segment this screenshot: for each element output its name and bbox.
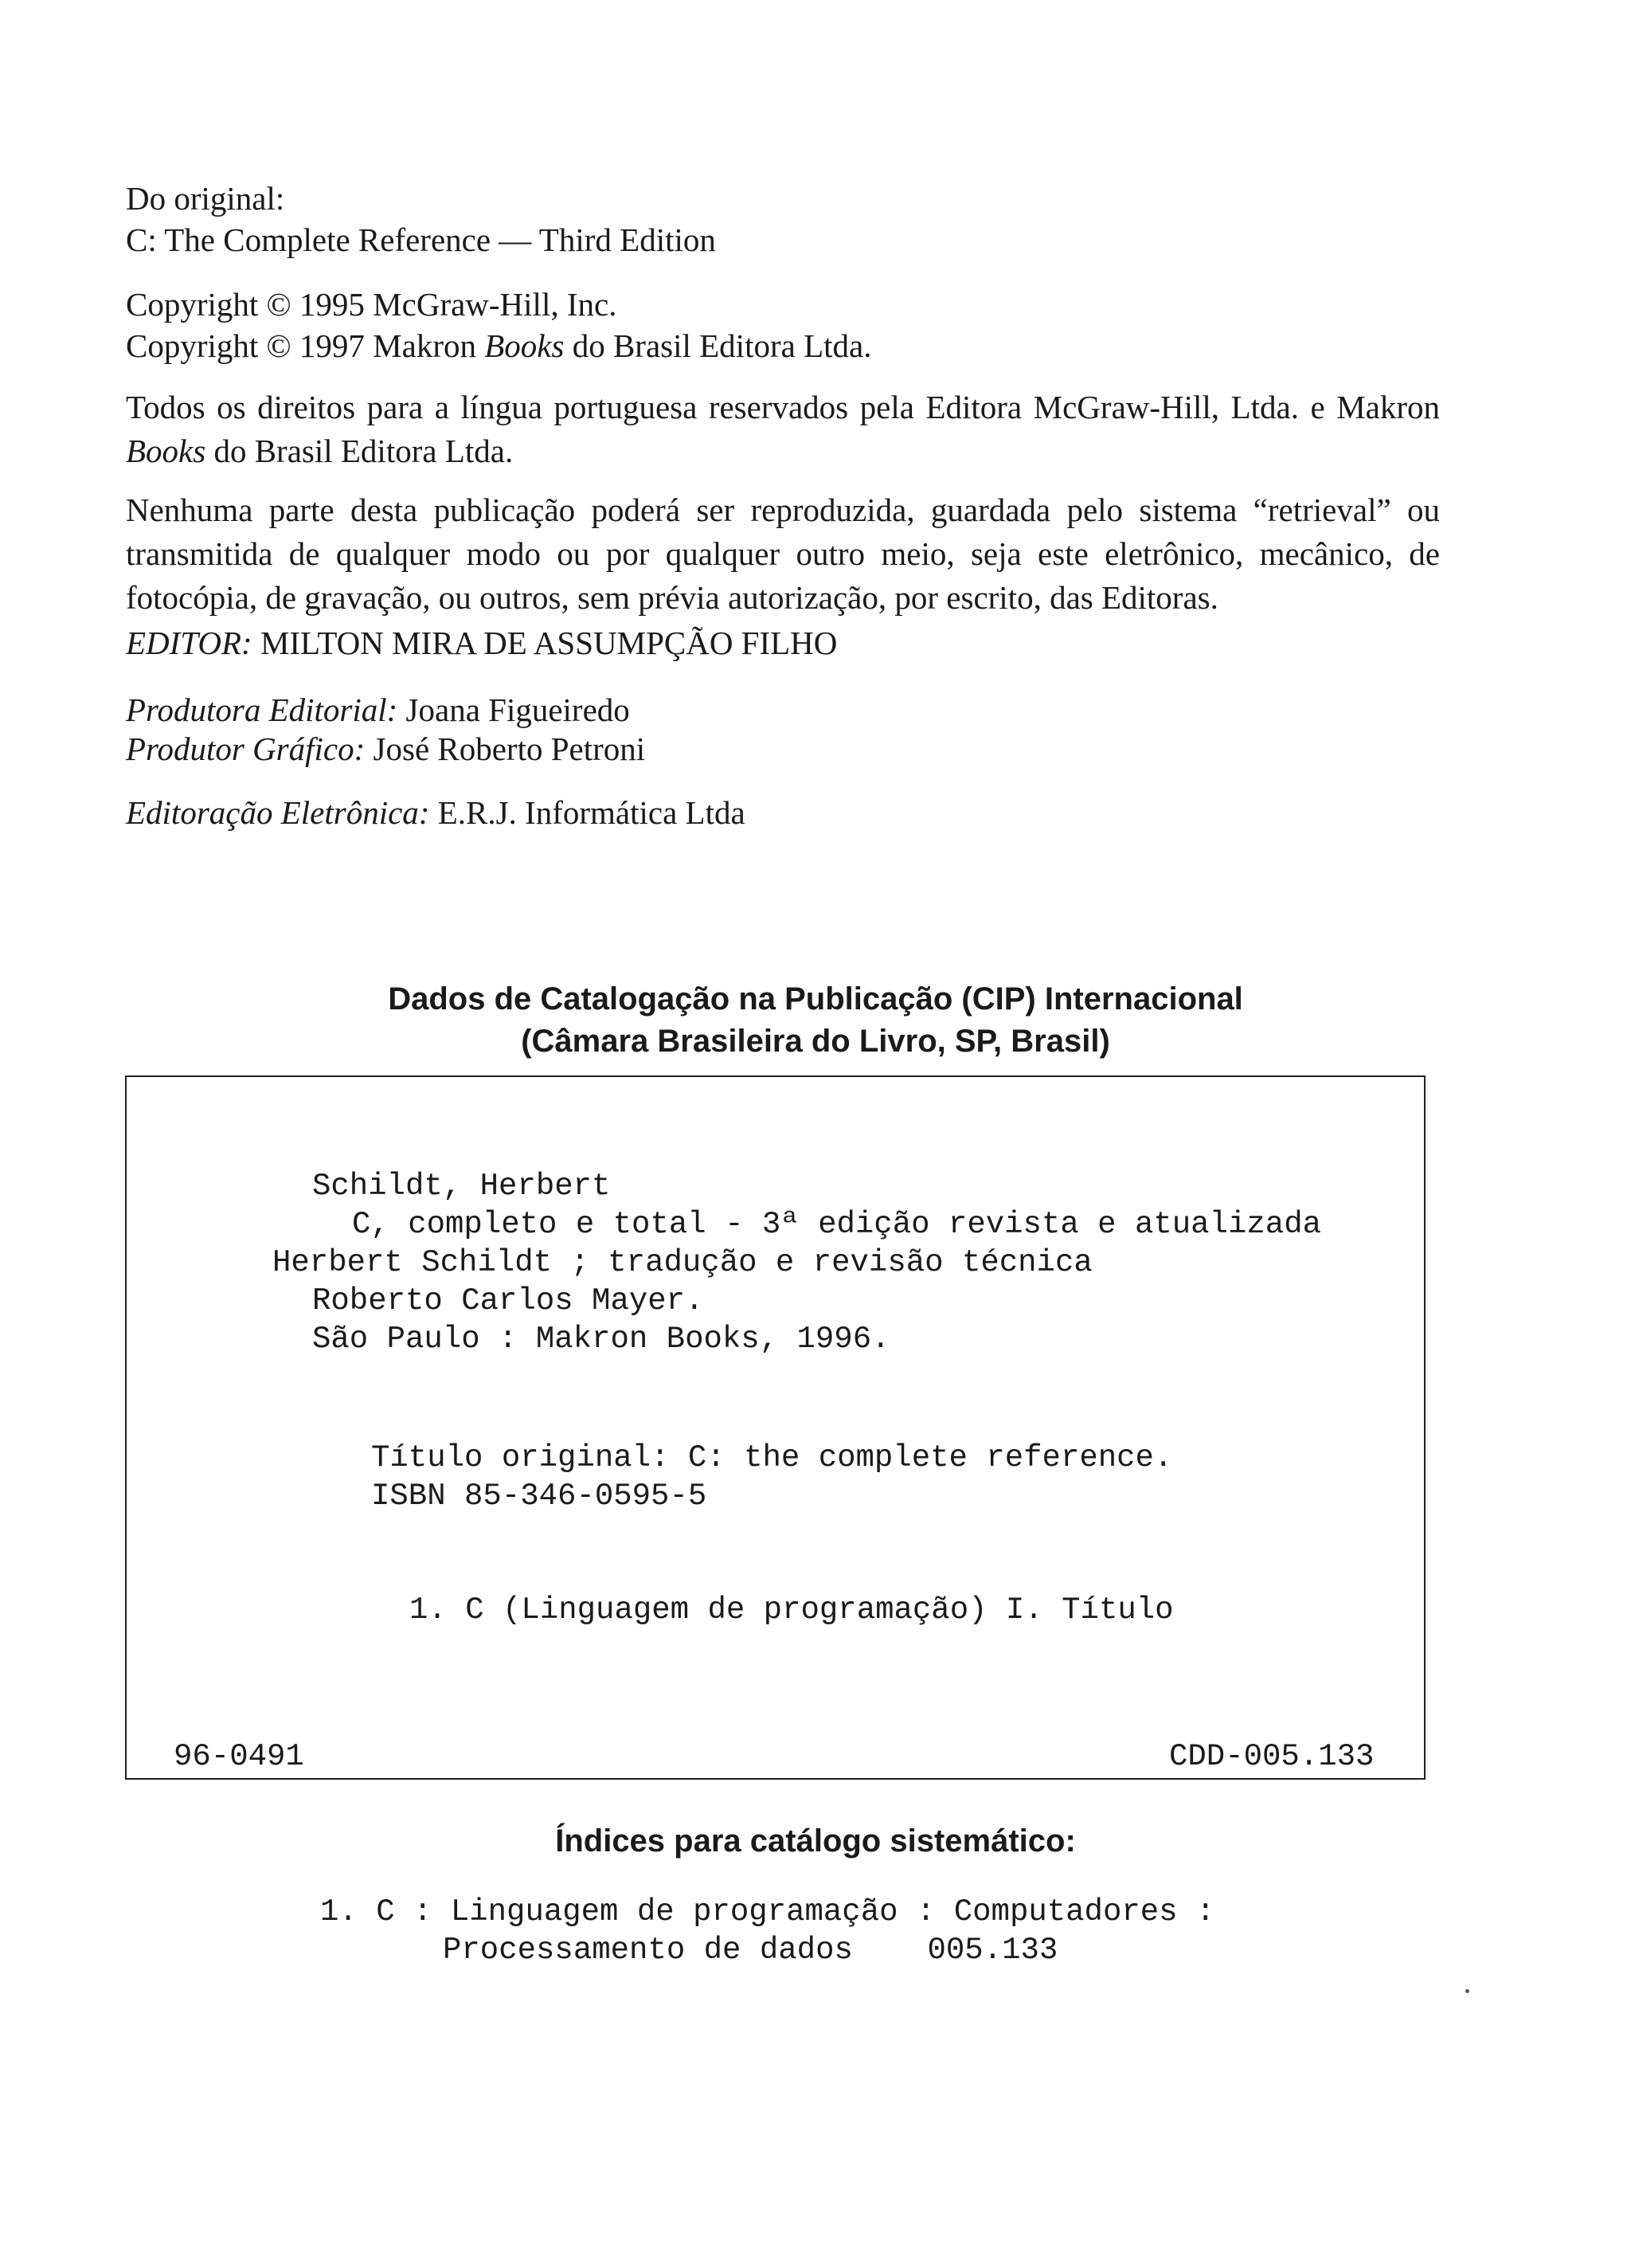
cip-title: C, completo e total - 3ª edição revista e atualizada: [352, 1207, 1321, 1242]
editoracao-line: Editoração Eletrônica: E.R.J. Informática Ltda: [126, 794, 745, 831]
cip-heading-2: (Câmara Brasileira do Livro, SP, Brasil): [521, 1024, 1110, 1059]
cip-author: Schildt, Herbert: [312, 1169, 611, 1204]
cip-subjects: 1. C (Linguagem de programação) I. Título: [409, 1592, 1174, 1628]
copyright-line-2: Copyright © 1997 Makron Books do Brasil Editora Ltda.: [126, 327, 872, 364]
original-label: Do original:: [126, 180, 285, 217]
cip-translator-line: Herbert Schildt ; tradução e revisão técnica: [272, 1245, 1093, 1280]
index-entry-line-2: Processamento de dados 005.133: [443, 1933, 1058, 1968]
cip-control-number: 96-0491: [174, 1739, 304, 1774]
cip-isbn: ISBN 85-346-0595-5: [371, 1479, 707, 1514]
cip-imprint: São Paulo : Makron Books, 1996.: [312, 1322, 890, 1357]
reproduction-notice: Nenhuma parte desta publicação poderá ser reproduzida, guardada pelo sistema “retrieval” ou transmitida de qualquer modo ou por qualquer outro meio, seja este eletrônico, mecânico, de fotocópia, de gravação, ou outros, sem prévia autorização, por escrito, das Editoras.: [126, 492, 1440, 616]
produtor-line: Produtor Gráfico: José Roberto Petroni: [126, 731, 646, 767]
cip-cdd: CDD-005.133: [1169, 1739, 1375, 1774]
produtora-line: Produtora Editorial: Joana Figueiredo: [126, 691, 630, 728]
index-heading: Índices para catálogo sistemático:: [555, 1823, 1076, 1859]
cip-original-title: Título original: C: the complete reference.: [371, 1440, 1173, 1475]
cip-heading-1: Dados de Catalogação na Publicação (CIP) Internacional: [388, 981, 1243, 1016]
speck-mark: [1465, 1989, 1469, 1993]
original-title: C: The Complete Reference — Third Edition: [126, 221, 716, 258]
editor-line: EDITOR: MILTON MIRA DE ASSUMPÇÃO FILHO: [126, 625, 838, 661]
rights-paragraph: Todos os direitos para a língua portuguesa reservados pela Editora McGraw-Hill, Ltda. e Makron Books do Brasil Editora Ltda.: [126, 389, 1440, 469]
index-entry-line-1: 1. C : Linguagem de programação : Computadores :: [320, 1894, 1215, 1929]
copyright-line-1: Copyright © 1995 McGraw-Hill, Inc.: [126, 286, 617, 323]
cip-translator-name: Roberto Carlos Mayer.: [312, 1283, 704, 1318]
